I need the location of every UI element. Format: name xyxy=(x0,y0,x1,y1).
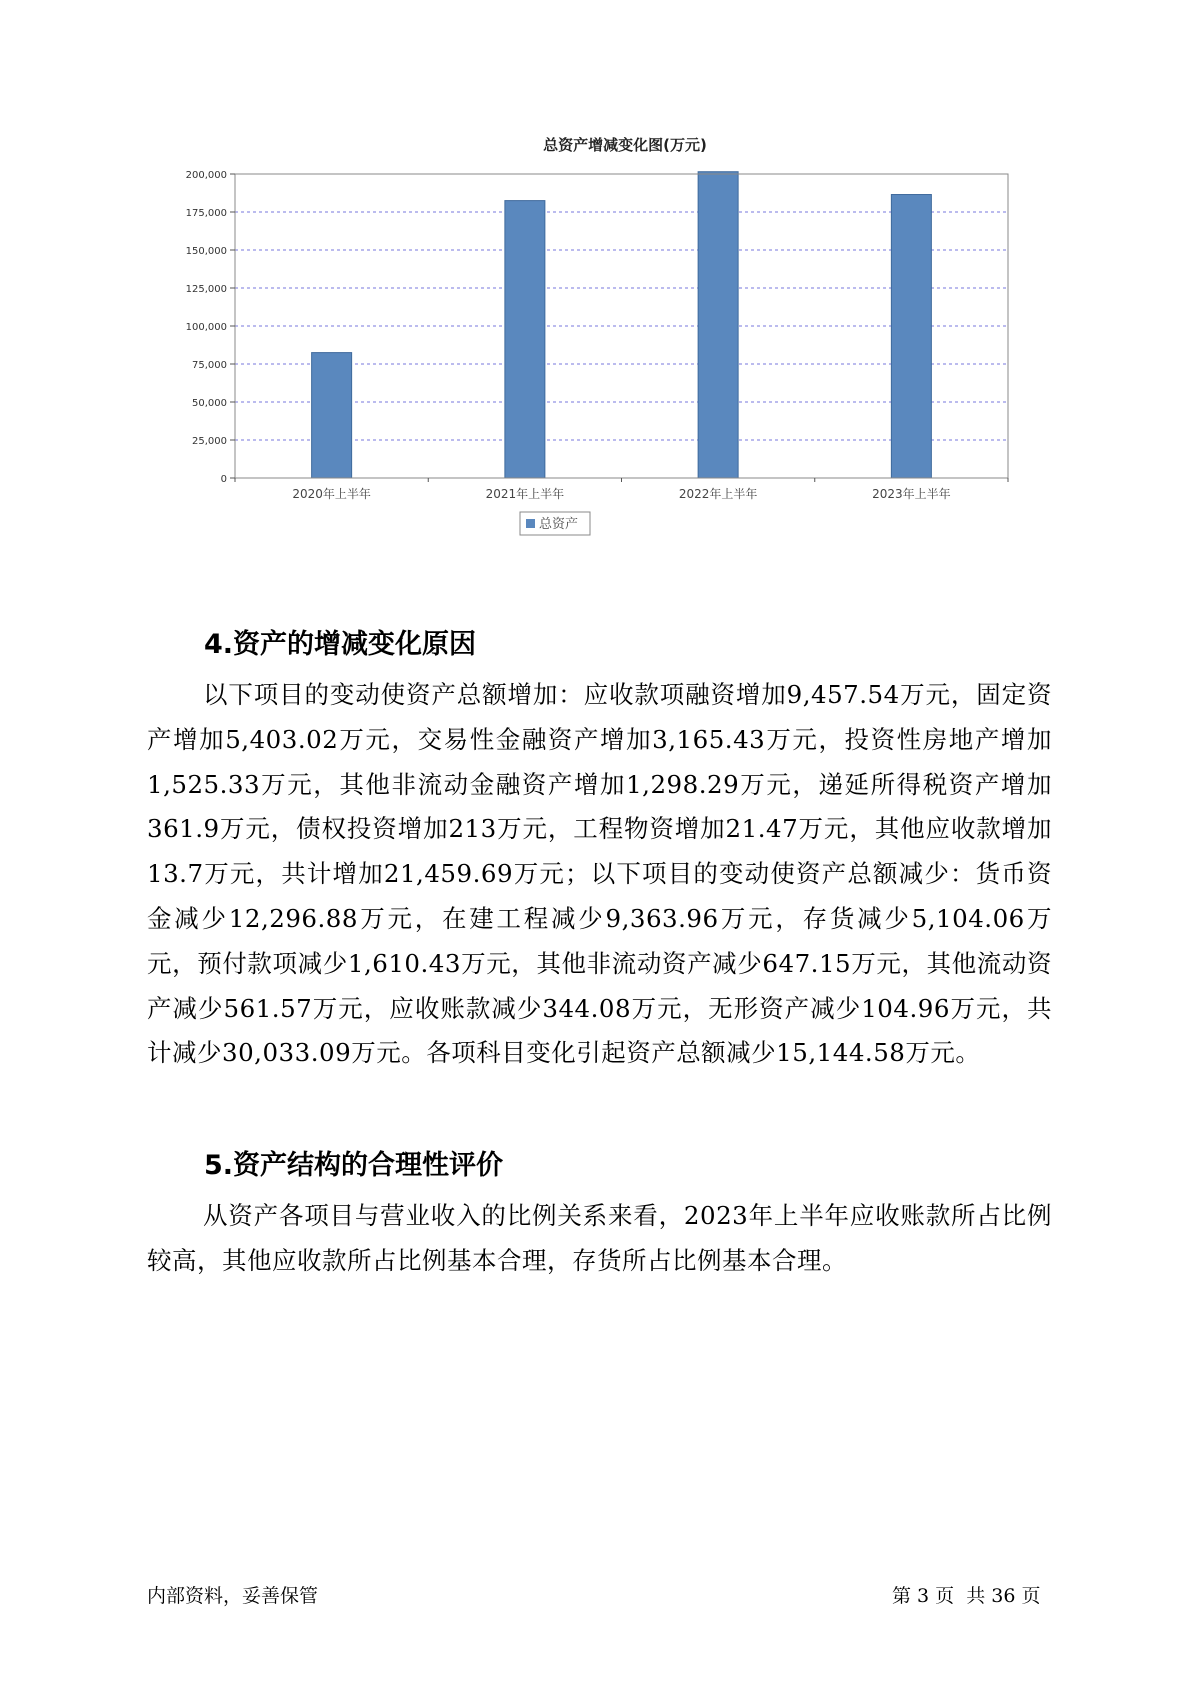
footer-current-page: 第 3 页 xyxy=(892,1585,955,1607)
bar xyxy=(505,201,545,478)
footer-confidential-note: 内部资料，妥善保管 xyxy=(147,1585,319,1607)
footer-page-number xyxy=(892,1581,1046,1608)
y-tick-label: 100,000 xyxy=(185,322,227,333)
y-tick-label: 25,000 xyxy=(192,436,227,447)
y-tick-label: 125,000 xyxy=(185,284,227,295)
legend-label: 总资产 xyxy=(539,517,579,532)
bar xyxy=(698,172,738,478)
bar-chart-svg xyxy=(150,130,1030,600)
total-assets-chart xyxy=(150,130,1030,600)
x-tick-label: 2023年上半年 xyxy=(872,487,951,501)
legend-swatch xyxy=(526,519,535,528)
footer-total-pages: 共 36 页 xyxy=(966,1585,1041,1607)
paragraph-asset-change-reasons: 以下项目的变动使资产总额增加：应收款项融资增加9,457.54万元，固定资产增加5,403.02万元，交易性金融资产增加3,165.43万元，投资性房地产增加1,525.33万元，其他非流动金融资产增加1,298.29万元，递延所得税资产增加361.9万元，债权投资增加213万元，工程物资增加21.47万元，其他应收款增加13.7万元，共计增加21,459.69万元；以下项目的变动使资产总额减少：货币资金减少12,296.88万元，在建工程减少9,363.96万元，存货减少5,104.06万元，预付款项减少1,610.43万元，其他非流动资产减少647.15万元，其他流动资产减少561.57万元，应收账款减少344.08万元，无形资产减少104.96万元，共计减少30,033.09万元。各项科目变化引起资产总额减少15,144.58万元。 xyxy=(147,680,1052,1068)
x-axis-ticks xyxy=(235,478,1008,501)
y-tick-label: 150,000 xyxy=(185,246,227,257)
y-tick-label: 175,000 xyxy=(185,208,227,219)
x-tick-label: 2022年上半年 xyxy=(678,487,758,501)
bar xyxy=(891,195,931,478)
section-heading-asset-change-reasons: 4.资产的增减变化原因 xyxy=(204,629,477,660)
chart-legend xyxy=(520,512,590,535)
y-axis-ticks xyxy=(186,170,235,485)
y-tick-label: 0 xyxy=(220,474,227,485)
bars xyxy=(312,172,932,478)
chart-title: 总资产增减变化图(万元) xyxy=(543,136,707,154)
y-tick-label: 75,000 xyxy=(192,360,227,371)
y-tick-label: 50,000 xyxy=(192,398,227,409)
x-tick-label: 2021年上半年 xyxy=(485,487,565,501)
paragraph-asset-structure-evaluation: 从资产各项目与营业收入的比例关系来看，2023年上半年应收账款所占比例较高，其他应收款所占比例基本合理，存货所占比例基本合理。 xyxy=(147,1201,1052,1275)
x-tick-label: 2020年上半年 xyxy=(292,487,371,501)
y-tick-label: 200,000 xyxy=(185,170,227,181)
section-heading-asset-structure-evaluation: 5.资产结构的合理性评价 xyxy=(204,1150,504,1181)
bar xyxy=(312,353,352,478)
